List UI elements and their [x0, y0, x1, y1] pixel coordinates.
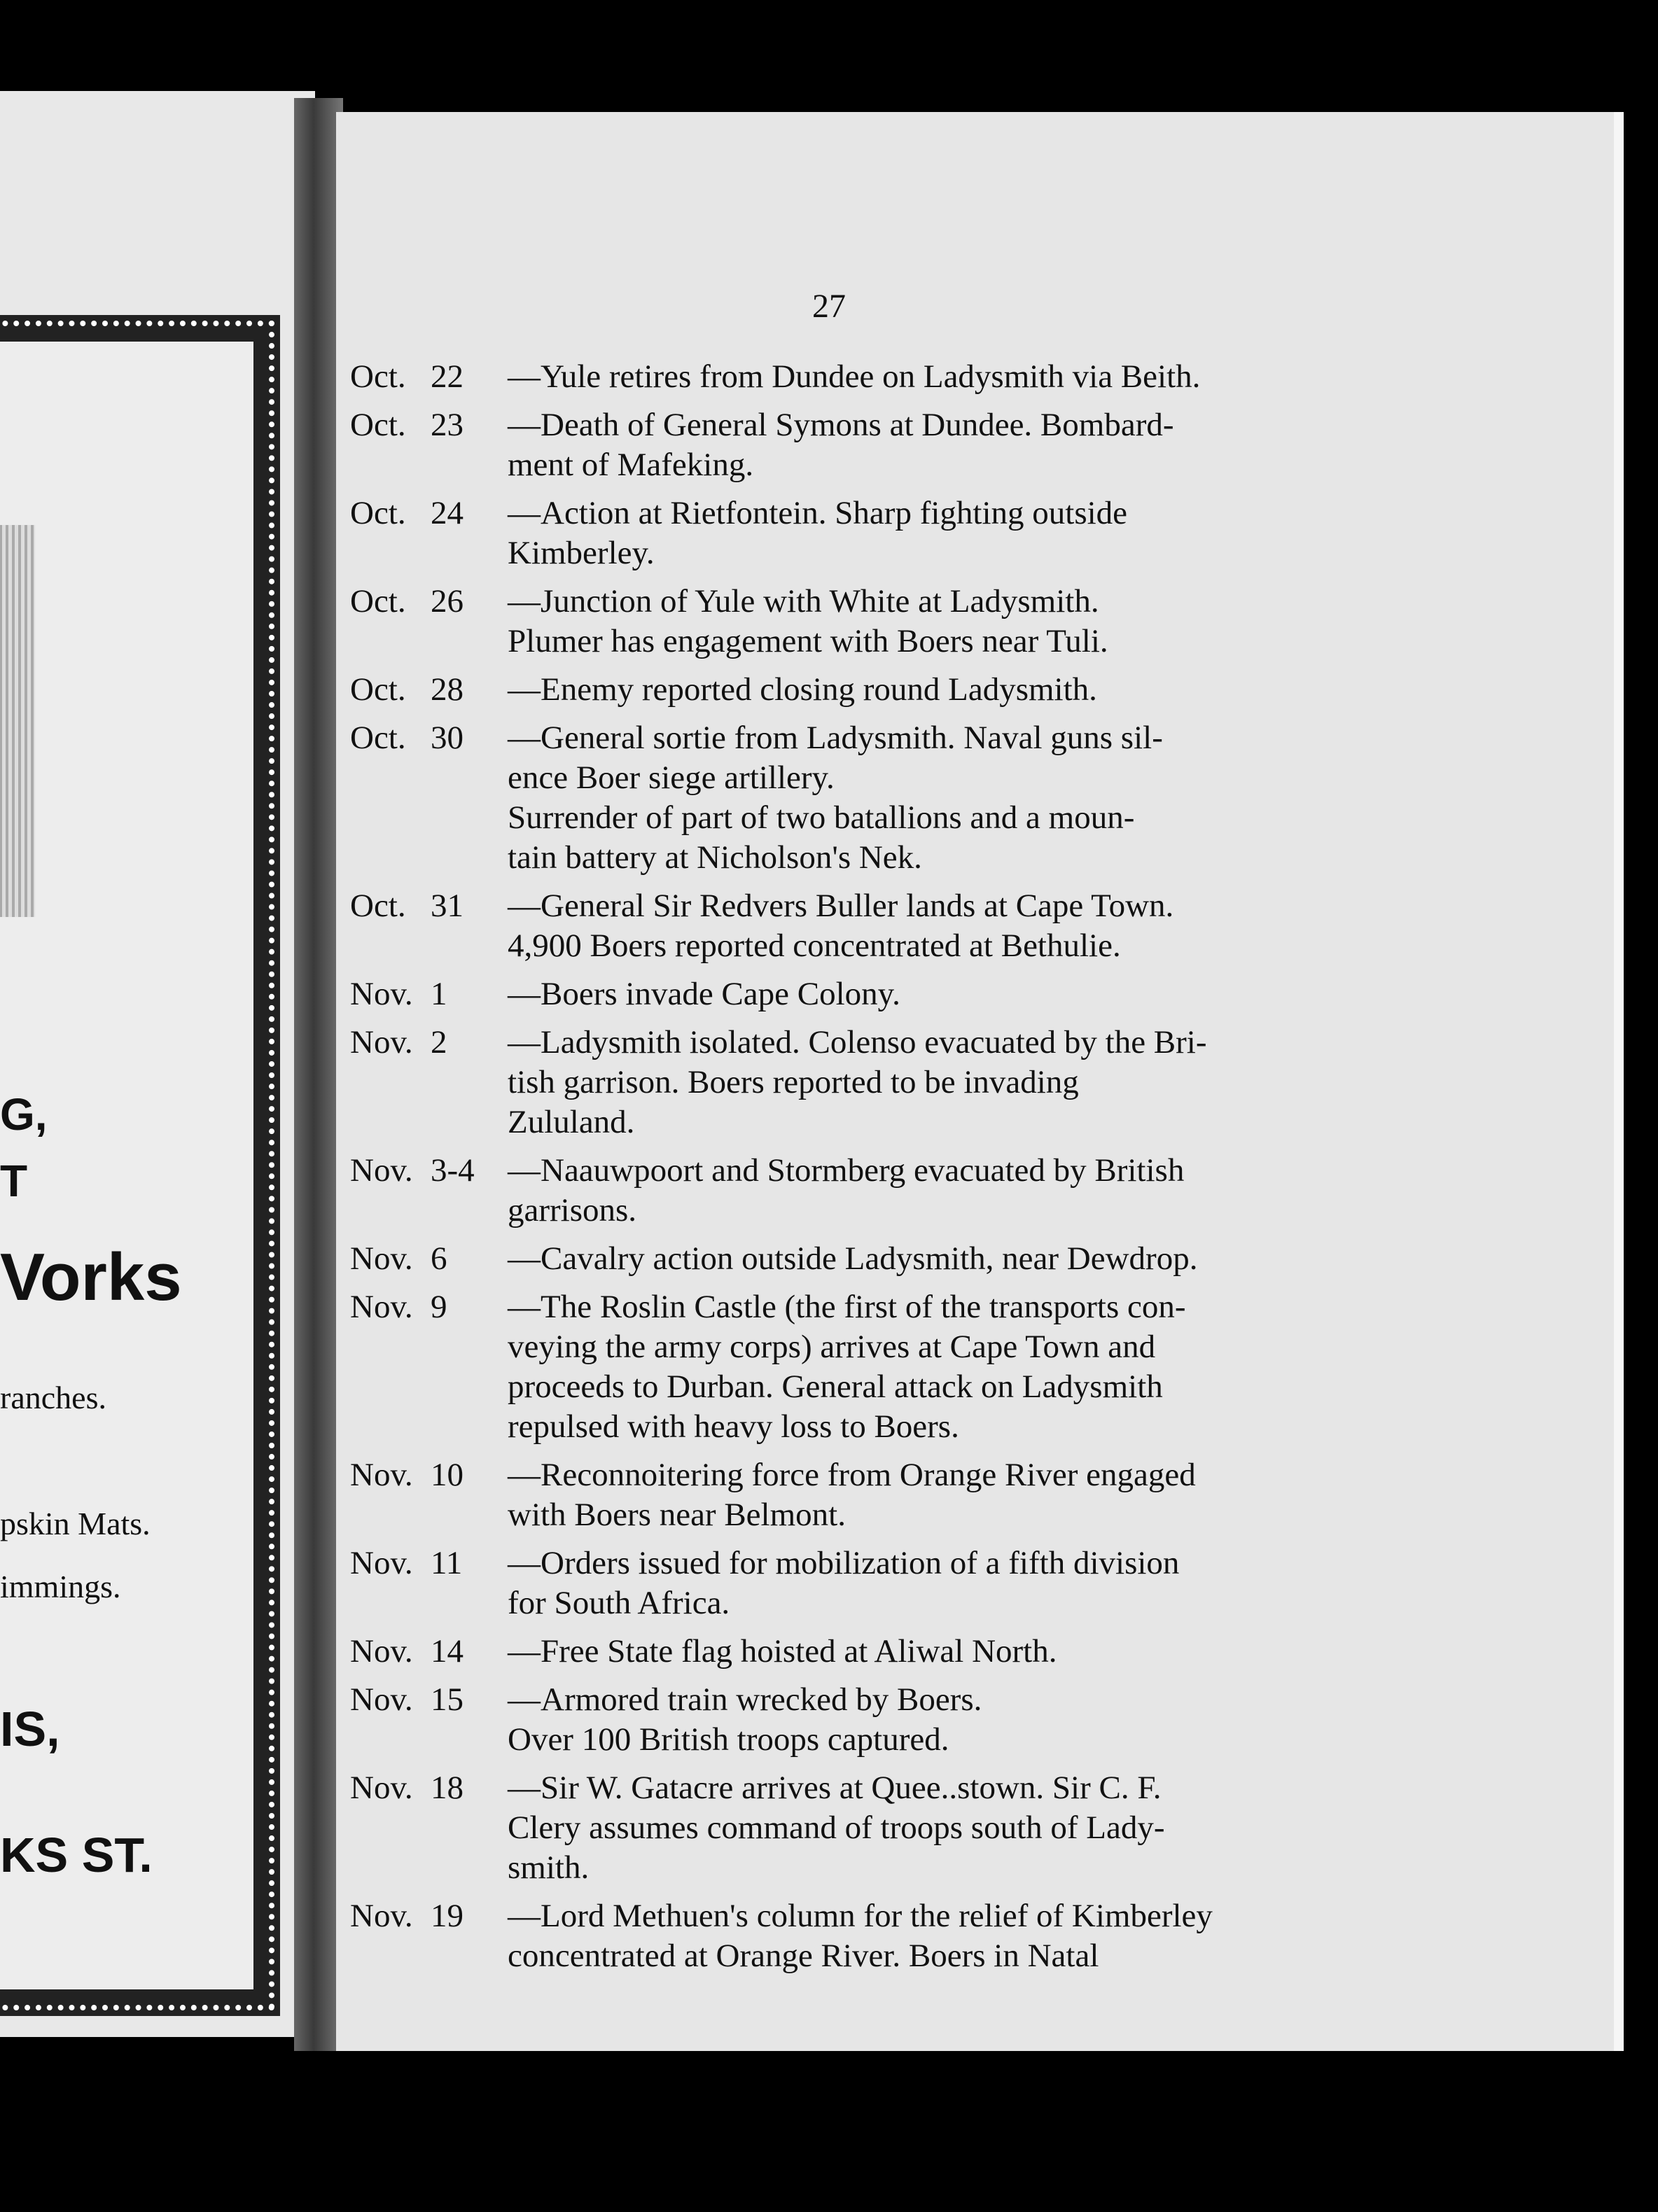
entry-month: Nov.: [350, 1545, 413, 1581]
entry-month: Nov.: [350, 1898, 413, 1934]
chronology-entry: [336, 1239, 1316, 1279]
chronology-entry: [336, 1023, 1316, 1142]
entry-text: —Armored train wrecked by Boers. Over 100 British troops captured.: [508, 1681, 982, 1758]
entry-text: —Cavalry action outside Ladysmith, near Dewdrop.: [508, 1240, 1198, 1277]
chronology-entry: [336, 1632, 1316, 1672]
book-page: [336, 112, 1624, 2051]
entry-month: Nov.: [350, 1633, 413, 1670]
advertisement-illustration: [0, 525, 35, 917]
entry-text: —Boers invade Cape Colony.: [508, 976, 900, 1012]
entry-day: 6: [431, 1240, 447, 1277]
entry-month: Nov.: [350, 1024, 413, 1060]
chronology-entry: [336, 582, 1316, 662]
entry-month: Oct.: [350, 407, 406, 443]
entry-day: 22: [431, 358, 464, 395]
entry-day: 24: [431, 495, 464, 531]
entry-day: 18: [431, 1770, 464, 1806]
entry-day: 10: [431, 1457, 464, 1493]
facing-advertisement-page: [0, 91, 315, 2037]
entry-month: Oct.: [350, 358, 406, 395]
chronology-entry: [336, 1896, 1316, 1976]
chronology-entry: [336, 493, 1316, 573]
ad-text-line: Vorks: [0, 1240, 182, 1315]
ad-text-line: ranches.: [0, 1380, 106, 1415]
ad-text-line: pskin Mats.: [0, 1506, 151, 1541]
entry-month: Oct.: [350, 888, 406, 924]
entry-month: Oct.: [350, 583, 406, 620]
entry-month: Nov.: [350, 1770, 413, 1806]
ad-text-line: G,: [0, 1089, 48, 1140]
entry-day: 9: [431, 1289, 447, 1325]
entry-day: 28: [431, 671, 464, 708]
entry-day: 2: [431, 1024, 447, 1060]
entry-day: 14: [431, 1633, 464, 1670]
chronology-entry: [336, 718, 1316, 878]
chronology-entry: [336, 1151, 1316, 1231]
entry-text: —Lord Methuen's column for the relief of Kimberley concentrated at Orange River. Boers in Natal: [508, 1898, 1213, 1974]
entry-month: Nov.: [350, 1152, 413, 1189]
entry-month: Nov.: [350, 976, 413, 1012]
entry-text: —Ladysmith isolated. Colenso evacuated by the Bri- tish garrison. Boers reported to be invading Zululand.: [508, 1024, 1207, 1140]
entry-text: —General Sir Redvers Buller lands at Cape Town. 4,900 Boers reported concentrated at Bethulie.: [508, 888, 1174, 964]
entry-month: Nov.: [350, 1240, 413, 1277]
chronology-entry: [336, 1287, 1316, 1447]
entry-month: Oct.: [350, 671, 406, 708]
entry-month: Oct.: [350, 495, 406, 531]
entry-text: —Junction of Yule with White at Ladysmith. Plumer has engagement with Boers near Tuli.: [508, 583, 1108, 659]
ad-text-line: IS,: [0, 1702, 60, 1756]
entry-text: —Death of General Symons at Dundee. Bombard- ment of Mafeking.: [508, 407, 1174, 483]
entry-day: 26: [431, 583, 464, 620]
chronology-entry: [336, 1455, 1316, 1535]
entry-day: 1: [431, 976, 447, 1012]
chronology-list: [336, 357, 1316, 1984]
entry-month: Oct.: [350, 720, 406, 756]
chronology-entry: [336, 670, 1316, 710]
entry-text: —Naauwpoort and Stormberg evacuated by British garrisons.: [508, 1152, 1185, 1228]
entry-day: 19: [431, 1898, 464, 1934]
entry-text: —Enemy reported closing round Ladysmith.: [508, 671, 1097, 708]
chronology-entry: [336, 357, 1316, 397]
entry-text: —Sir W. Gatacre arrives at Quee..stown. Sir C. F. Clery assumes command of troops south of Lady- smith.: [508, 1770, 1165, 1886]
chronology-entry: [336, 1768, 1316, 1888]
advertisement-border: [0, 315, 280, 2016]
entry-day: 30: [431, 720, 464, 756]
entry-day: 11: [431, 1545, 463, 1581]
ad-text-line: T: [0, 1156, 28, 1206]
entry-text: —Orders issued for mobilization of a fifth division for South Africa.: [508, 1545, 1180, 1621]
entry-text: —Action at Rietfontein. Sharp fighting outside Kimberley.: [508, 495, 1128, 571]
chronology-entry: [336, 886, 1316, 966]
entry-text: —Yule retires from Dundee on Ladysmith via Beith.: [508, 358, 1201, 395]
entry-text: —Free State flag hoisted at Aliwal North.: [508, 1633, 1057, 1670]
chronology-entry: [336, 1544, 1316, 1623]
entry-text: —Reconnoitering force from Orange River engaged with Boers near Belmont.: [508, 1457, 1196, 1533]
entry-month: Nov.: [350, 1289, 413, 1325]
entry-day: 23: [431, 407, 464, 443]
chronology-entry: [336, 974, 1316, 1014]
entry-text: —General sortie from Ladysmith. Naval guns sil- ence Boer siege artillery. Surrender of part of two batallions and a moun- tain battery at Nicholson's Nek.: [508, 720, 1163, 876]
entry-text: —The Roslin Castle (the first of the transports con- veying the army corps) arrives at Cape Town and proceeds to Durban. General attack on Ladysmith repulsed with heavy loss to Boers.: [508, 1289, 1186, 1445]
entry-month: Nov.: [350, 1457, 413, 1493]
entry-month: Nov.: [350, 1681, 413, 1718]
entry-day: 15: [431, 1681, 464, 1718]
entry-day: 3-4: [431, 1152, 475, 1189]
entry-day: 31: [431, 888, 464, 924]
ad-text-line: immings.: [0, 1569, 121, 1604]
page-number: 27: [812, 288, 846, 325]
chronology-entry: [336, 1680, 1316, 1760]
chronology-entry: [336, 405, 1316, 485]
ad-text-line: KS ST.: [0, 1828, 153, 1882]
